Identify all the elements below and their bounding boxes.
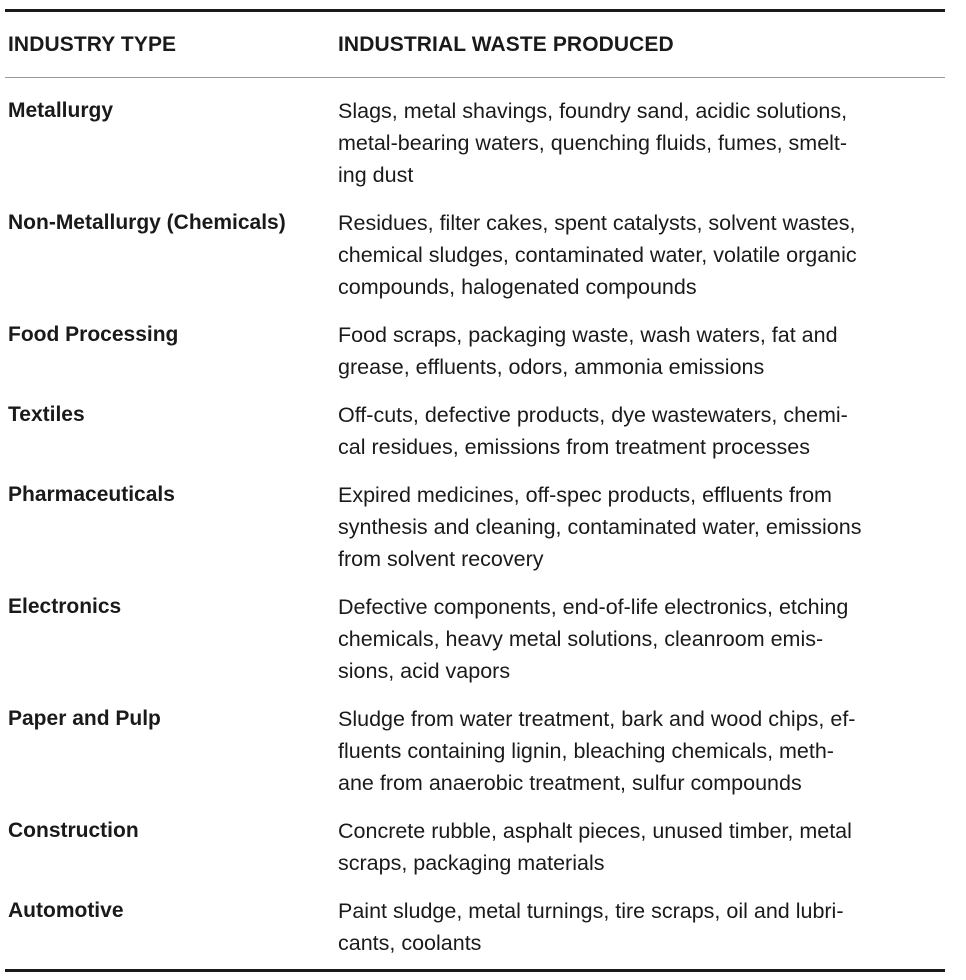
table-row [5, 591, 945, 687]
waste-cell: Off-cuts, defective products, dye wastewaters, chemi- cal residues, emissions from treatment processes [338, 403, 848, 459]
header-industrial-waste: INDUSTRIAL WASTE PRODUCED [338, 32, 674, 56]
waste-cell: Slags, metal shavings, foundry sand, acidic solutions, metal-bearing waters, quenching fluids, fumes, smelt- ing dust [338, 99, 848, 187]
industry-cell: Non-Metallurgy (Chemicals) [8, 211, 286, 234]
header-industry-type: INDUSTRY TYPE [8, 32, 177, 56]
waste-cell: Concrete rubble, asphalt pieces, unused timber, metal scraps, packaging materials [338, 819, 852, 875]
industry-cell: Electronics [8, 595, 122, 618]
table-row [5, 207, 945, 303]
waste-cell: Expired medicines, off-spec products, effluents from synthesis and cleaning, contaminated water, emissions from solvent recovery [338, 483, 862, 571]
industry-cell: Textiles [8, 403, 85, 426]
table-header-row [5, 12, 945, 77]
industry-cell: Automotive [8, 899, 124, 922]
industrial-waste-table [5, 9, 945, 972]
waste-cell: Defective components, end-of-life electronics, etching chemicals, heavy metal solutions, cleanroom emis- sions, acid vapors [338, 595, 849, 683]
table-row [5, 319, 945, 383]
table-row [5, 895, 945, 959]
waste-cell: Food scraps, packaging waste, wash waters, fat and grease, effluents, odors, ammonia emissions [338, 323, 838, 379]
waste-cell: Residues, filter cakes, spent catalysts, solvent wastes, chemical sludges, contaminated water, volatile organic compounds, halogenated compounds [338, 211, 857, 299]
table-row [5, 479, 945, 575]
table-row [5, 95, 945, 191]
waste-cell: Sludge from water treatment, bark and wood chips, ef- fluents containing lignin, bleaching chemicals, meth- ane from anaerobic treatment, sulfur compounds [338, 707, 856, 795]
table-row [5, 815, 945, 879]
table-bottom-rule [5, 969, 945, 972]
industry-cell: Metallurgy [8, 99, 114, 122]
table-row [5, 399, 945, 463]
table-row [5, 703, 945, 799]
table-body [5, 78, 945, 969]
industry-cell: Paper and Pulp [8, 707, 161, 730]
waste-cell: Paint sludge, metal turnings, tire scraps, oil and lubri- cants, coolants [338, 899, 844, 955]
industry-cell: Food Processing [8, 323, 179, 346]
industry-cell: Construction [8, 819, 139, 842]
industry-cell: Pharmaceuticals [8, 483, 175, 506]
